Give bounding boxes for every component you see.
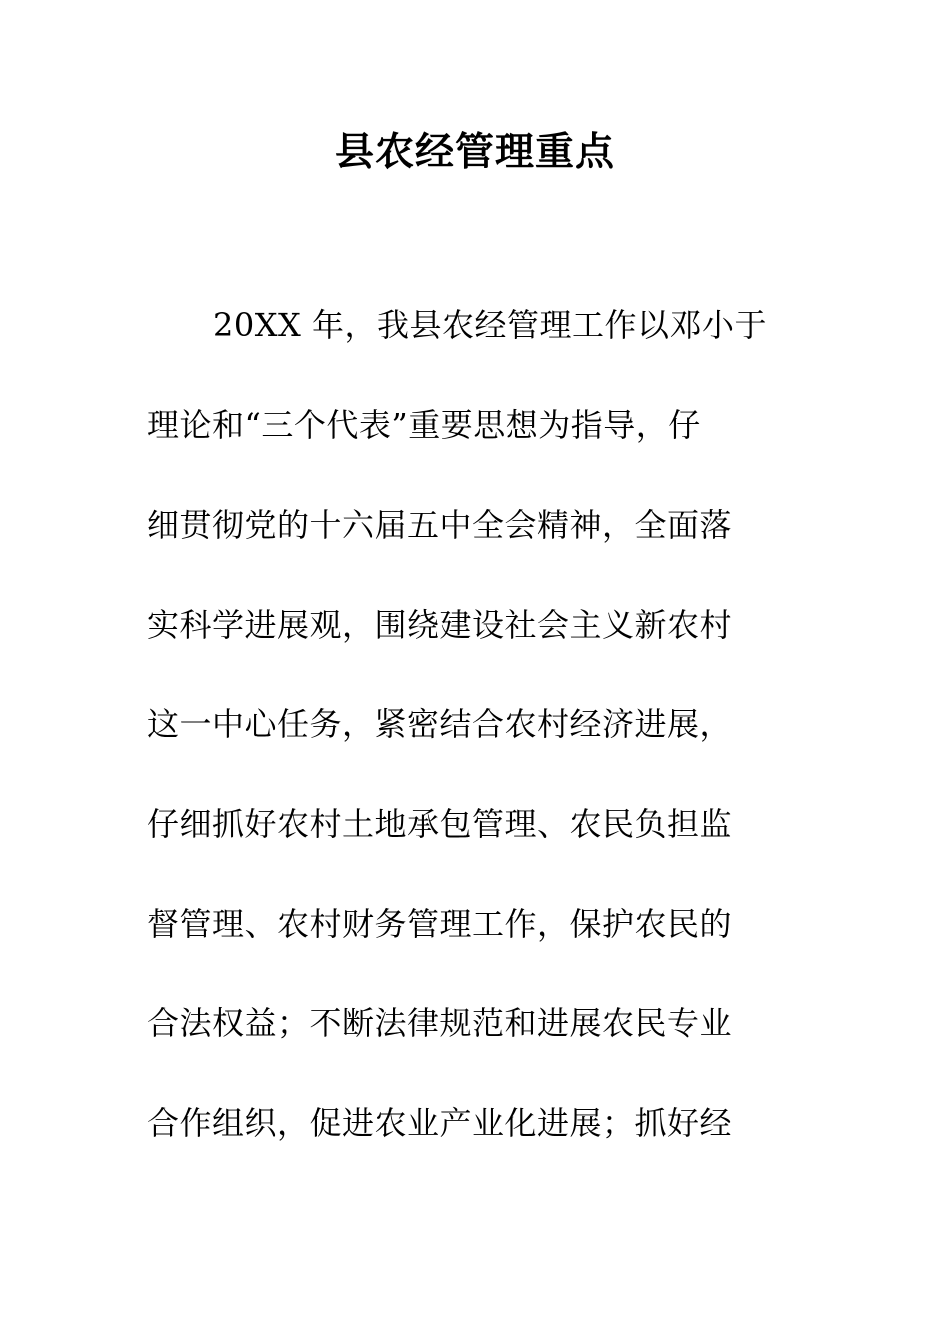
paragraph-line: 仔细抓好农村土地承包管理、农民负担监 [147,805,733,843]
paragraph-line: 实科学进展观，围绕建设社会主义新农村 [147,606,733,644]
paragraph-line: 合法权益；不断法律规范和进展农民专业 [147,1004,733,1042]
paragraph-line: 细贯彻党的十六届五中全会精神，全面落 [147,506,733,544]
paragraph-line: 这一中心任务，紧密结合农村经济进展， [147,705,733,743]
paragraph-line: 理论和“三个代表”重要思想为指导，仔 [147,406,701,444]
document-title: 县农经管理重点 [334,129,615,175]
paragraph-line: 20XX 年，我县农经管理工作以邓小于 [213,306,767,344]
paragraph-line: 督管理、农村财务管理工作，保护农民的 [147,905,733,943]
paragraph-line: 合作组织，促进农业产业化进展；抓好经 [147,1104,733,1142]
